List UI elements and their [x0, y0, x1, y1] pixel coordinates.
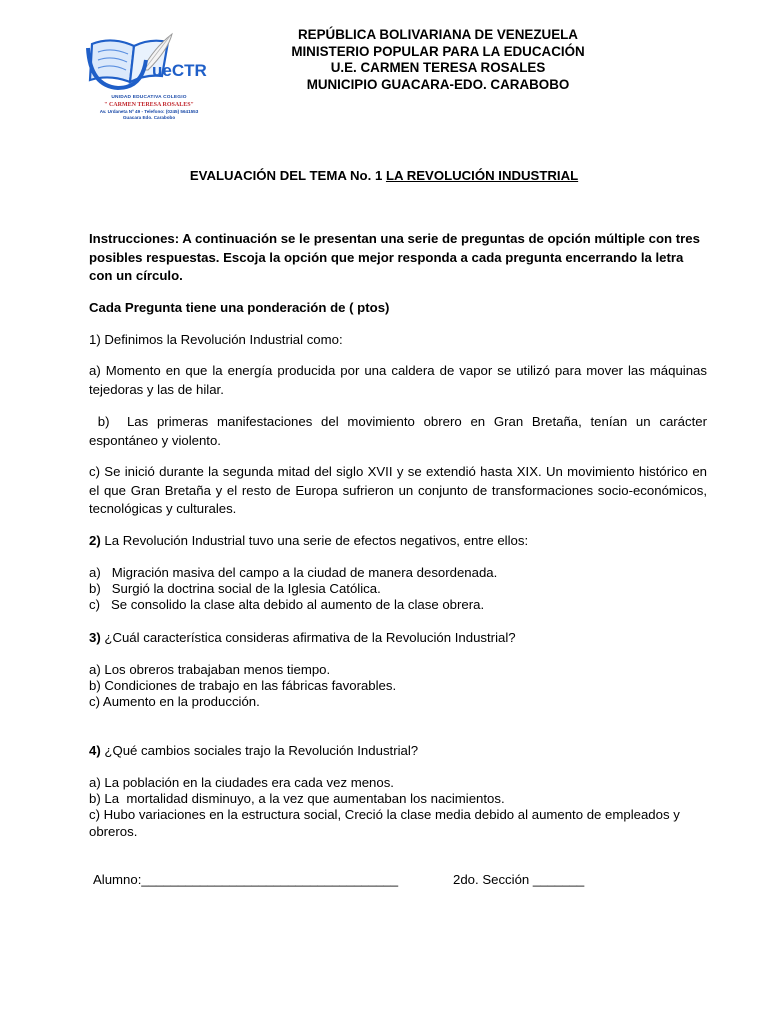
- question-4-option-c[interactable]: c) Hubo variaciones en la estructura social, Creció la clase media debido al aumento de empleados y obreros.: [89, 807, 680, 839]
- question-number: 2): [89, 533, 101, 548]
- question-3: [89, 629, 707, 648]
- header-line-4: MUNICIPIO GUACARA-EDO. CARABOBO: [306, 76, 570, 92]
- question-number: 1): [89, 332, 101, 347]
- title-topic: LA REVOLUCIÓN INDUSTRIAL: [385, 168, 579, 183]
- question-4-option-a[interactable]: a) La población en la ciudades era cada vez menos.: [89, 775, 394, 790]
- header-line-1: REPÚBLICA BOLIVARIANA DE VENEZUELA: [298, 27, 578, 42]
- logo-brand: ueCTR: [152, 61, 207, 80]
- question-3-option-a[interactable]: a) Los obreros trabajaban menos tiempo.: [89, 662, 331, 677]
- logo-line-4: Guacara Edo. Carabobo: [122, 115, 176, 120]
- question-text: La Revolución Industrial tuvo una serie de efectos negativos, entre ellos:: [100, 533, 529, 548]
- question-3-option-c[interactable]: c) Aumento en la producción.: [89, 694, 260, 709]
- header-line-2: MINISTERIO POPULAR PARA LA EDUCACIÓN: [291, 43, 585, 59]
- student-name-field[interactable]: Alumno:___________________________________: [93, 872, 399, 887]
- logo-line-1: UNIDAD EDUCATIVA COLEGIO: [111, 95, 187, 100]
- question-2-option-b[interactable]: b) Surgió la doctrina social de la Iglesia Católica.: [89, 581, 381, 596]
- header-line-3: U.E. CARMEN TERESA ROSALES: [330, 60, 546, 75]
- weighting: Cada Pregunta tiene una ponderación de ( ptos): [89, 300, 390, 315]
- title-prefix: EVALUACIÓN DEL TEMA No. 1: [189, 168, 386, 183]
- question-1-option-c[interactable]: c) Se inició durante la segunda mitad del siglo XVII y se extendió hasta XIX. Un movimiento histórico en el que Gran Bretaña y el resto de Europa sufrieron un conjunto de transformaciones socio-económicos, tecnológicas y culturales.: [89, 464, 707, 516]
- section-field[interactable]: 2do. Sección _______: [453, 872, 585, 887]
- question-2-option-a[interactable]: a) Migración masiva del campo a la ciudad de manera desordenada.: [89, 565, 498, 580]
- question-4: [89, 742, 707, 761]
- question-4-option-b[interactable]: b) La mortalidad disminuyo, a la vez que aumentaban los nacimientos.: [89, 791, 505, 806]
- logo-line-3: Av. Urdaneta Nº 49 - Telefono: (0245) 5641553: [99, 109, 199, 114]
- question-1-option-b[interactable]: b) Las primeras manifestaciones del movimiento obrero en Gran Bretaña, tenían un carácter espontáneo y violento.: [89, 414, 711, 448]
- question-3-option-b[interactable]: b) Condiciones de trabajo en las fábricas favorables.: [89, 678, 397, 693]
- logo-line-2: " CARMEN TERESA ROSALES": [104, 102, 194, 108]
- exam-title: [0, 168, 768, 183]
- school-logo: [84, 30, 214, 126]
- question-2-option-c[interactable]: c) Se consolido la clase alta debido al aumento de la clase obrera.: [89, 597, 485, 612]
- question-text: Definimos la Revolución Industrial como:: [100, 332, 343, 347]
- question-number: 3): [89, 630, 101, 645]
- question-text: ¿Cuál característica consideras afirmativa de la Revolución Industrial?: [100, 630, 516, 645]
- instructions: Instrucciones: A continuación se le presentan una serie de preguntas de opción múltiple con tres posibles respuestas. Escoja la opción que mejor responda a cada pregunta encerrando la letra con un círculo.: [89, 231, 700, 283]
- question-1-option-a[interactable]: a) Momento en que la energía producida por una caldera de vapor se utilizó para mover las máquinas tejedoras y las de hilar.: [89, 363, 707, 397]
- question-text: ¿Qué cambios sociales trajo la Revolución Industrial?: [100, 743, 419, 758]
- question-number: 4): [89, 743, 101, 758]
- book-quill-icon: [84, 30, 214, 94]
- question-1: [89, 331, 707, 350]
- question-2: [89, 532, 707, 551]
- document-header: [268, 27, 608, 93]
